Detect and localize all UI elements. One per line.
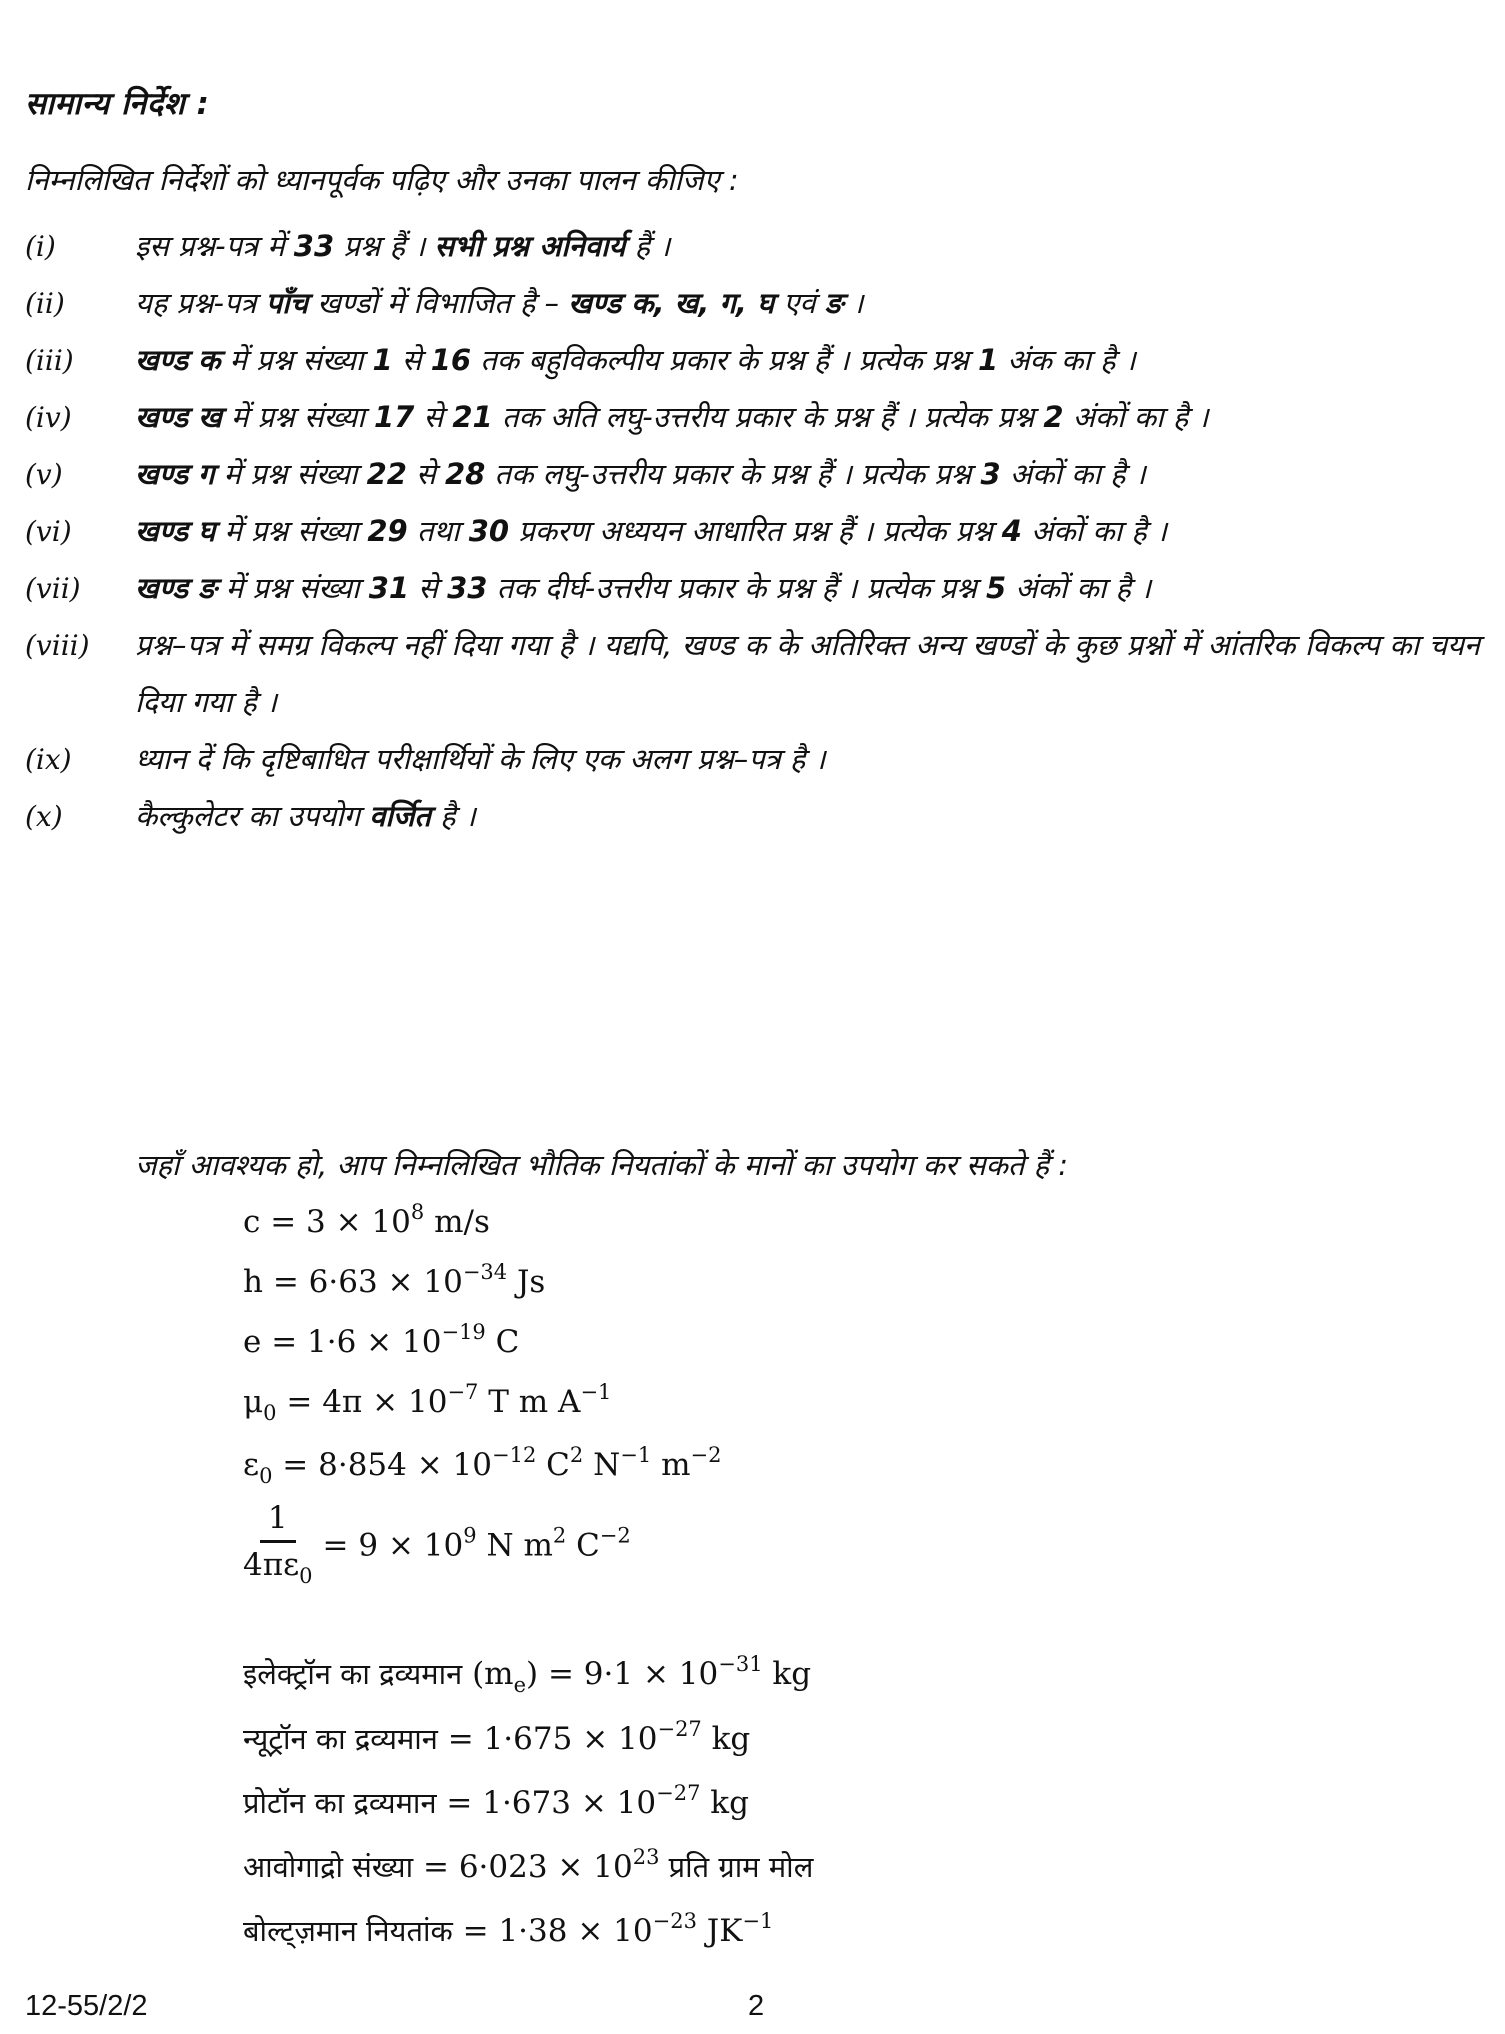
- constant-permittivity: $\varepsilon_0 = 8\cdot 854 \times 10^{-12}$ $C^2$ $N^{-1}$ $m^{-2}$: [243, 1443, 722, 1488]
- item-text: यह प्रश्न-पत्र पाँच खण्डों में विभाजित है – खण्ड क, ख, ग, घ एवं ङ ।: [135, 286, 864, 320]
- instruction-list: [25, 218, 1480, 845]
- page-number: 2: [748, 1990, 765, 2022]
- item-number: (viii): [25, 629, 90, 662]
- instruction-item: [25, 389, 1480, 446]
- item-text: इस प्रश्न-पत्र में 33 प्रश्न हैं । सभी प्रश्न अनिवार्य हैं ।: [135, 229, 671, 263]
- constant-speed-of-light: $c = 3 \times 10^8$ m/s: [243, 1200, 490, 1240]
- instruction-item: [25, 560, 1480, 617]
- constant-proton-mass: प्रोटॉन का द्रव्यमान = $1\cdot 673 \times 10^{-27}$ kg: [243, 1781, 749, 1821]
- instruction-item: [25, 218, 1480, 275]
- item-text: खण्ड ग में प्रश्न संख्या 22 से 28 तक लघु-उत्तरीय प्रकार के प्रश्न हैं । प्रत्येक प्रश्न 3 अंकों का है ।: [135, 457, 1146, 491]
- instruction-item: [25, 446, 1480, 503]
- instruction-item: [25, 332, 1480, 389]
- constants-intro: जहाँ आवश्यक हो, आप निम्नलिखित भौतिक नियतांकों के मानों का उपयोग कर सकते हैं :: [135, 1148, 1069, 1182]
- item-number: (i): [25, 230, 56, 263]
- item-number: (v): [25, 458, 63, 491]
- instruction-item: [25, 617, 1480, 731]
- instruction-item: [25, 503, 1480, 560]
- item-text: ध्यान दें कि दृष्टिबाधित परीक्षार्थियों के लिए एक अलग प्रश्न–पत्र है ।: [135, 742, 826, 776]
- constant-boltzmann: बोल्ट्ज़मान नियतांक = $1\cdot 38 \times 10^{-23}$ $JK^{-1}$: [243, 1909, 774, 1949]
- constant-planck: $h = 6\cdot 63 \times 10^{-34}$ Js: [243, 1260, 546, 1300]
- instruction-item: [25, 731, 1480, 788]
- item-text: खण्ड ख में प्रश्न संख्या 17 से 21 तक अति लघु-उत्तरीय प्रकार के प्रश्न हैं । प्रत्येक प्रश्न 2 अंकों का है ।: [135, 400, 1209, 434]
- item-text: कैल्कुलेटर का उपयोग वर्जित है ।: [135, 799, 476, 833]
- constant-neutron-mass: न्यूट्रॉन का द्रव्यमान = $1\cdot 675 \times 10^{-27}$ kg: [243, 1717, 751, 1757]
- constant-electron-mass: इलेक्ट्रॉन का द्रव्यमान $(m_e) = 9\cdot 1 \times 10^{-31}$ kg: [243, 1652, 812, 1697]
- item-text: खण्ड क में प्रश्न संख्या 1 से 16 तक बहुविकल्पीय प्रकार के प्रश्न हैं । प्रत्येक प्रश्न 1 अंक का है ।: [135, 343, 1136, 377]
- item-number: (x): [25, 800, 63, 833]
- item-number: (vii): [25, 572, 81, 605]
- item-number: (vi): [25, 515, 72, 548]
- item-text: प्रश्न–पत्र में समग्र विकल्प नहीं दिया गया है । यद्यपि, खण्ड क के अतिरिक्त अन्य खण्डों के कुछ प्रश्नों में आंतरिक विकल्प का चयन दिया गया है ।: [135, 628, 1480, 719]
- item-number: (ii): [25, 287, 65, 320]
- item-text: खण्ड ङ में प्रश्न संख्या 31 से 33 तक दीर्घ-उत्तरीय प्रकार के प्रश्न हैं । प्रत्येक प्रश्न 5 अंकों का है ।: [135, 571, 1152, 605]
- item-number: (iii): [25, 344, 74, 377]
- instructions-intro: निम्नलिखित निर्देशों को ध्यानपूर्वक पढ़िए और उनका पालन कीजिए :: [25, 163, 739, 197]
- fraction: $\frac{1}{4\pi\varepsilon_0}$: [243, 1500, 313, 1588]
- instruction-item: [25, 275, 1480, 332]
- item-number: (ix): [25, 743, 72, 776]
- constant-electron-charge: $e = 1\cdot 6 \times 10^{-19}$ C: [243, 1320, 520, 1360]
- paper-code: 12-55/2/2: [25, 1990, 148, 2022]
- item-text: खण्ड घ में प्रश्न संख्या 29 तथा 30 प्रकरण अध्ययन आधारित प्रश्न हैं । प्रत्येक प्रश्न 4 अंकों का है ।: [135, 514, 1167, 548]
- item-number: (iv): [25, 401, 72, 434]
- constant-avogadro: आवोगाद्रो संख्या = $6\cdot 023 \times 10^{23}$ प्रति ग्राम मोल: [243, 1845, 814, 1885]
- instruction-item: [25, 788, 1480, 845]
- section-heading: सामान्य निर्देश :: [25, 86, 210, 122]
- constant-coulomb: $\frac{1}{4\pi\varepsilon_0}$ = $9 \times 10^9$ N $m^2$ $C^{-2}$: [243, 1500, 631, 1594]
- constant-permeability: $\mu_0 = 4\pi \times 10^{-7}$ T m $A^{-1}$: [243, 1380, 612, 1425]
